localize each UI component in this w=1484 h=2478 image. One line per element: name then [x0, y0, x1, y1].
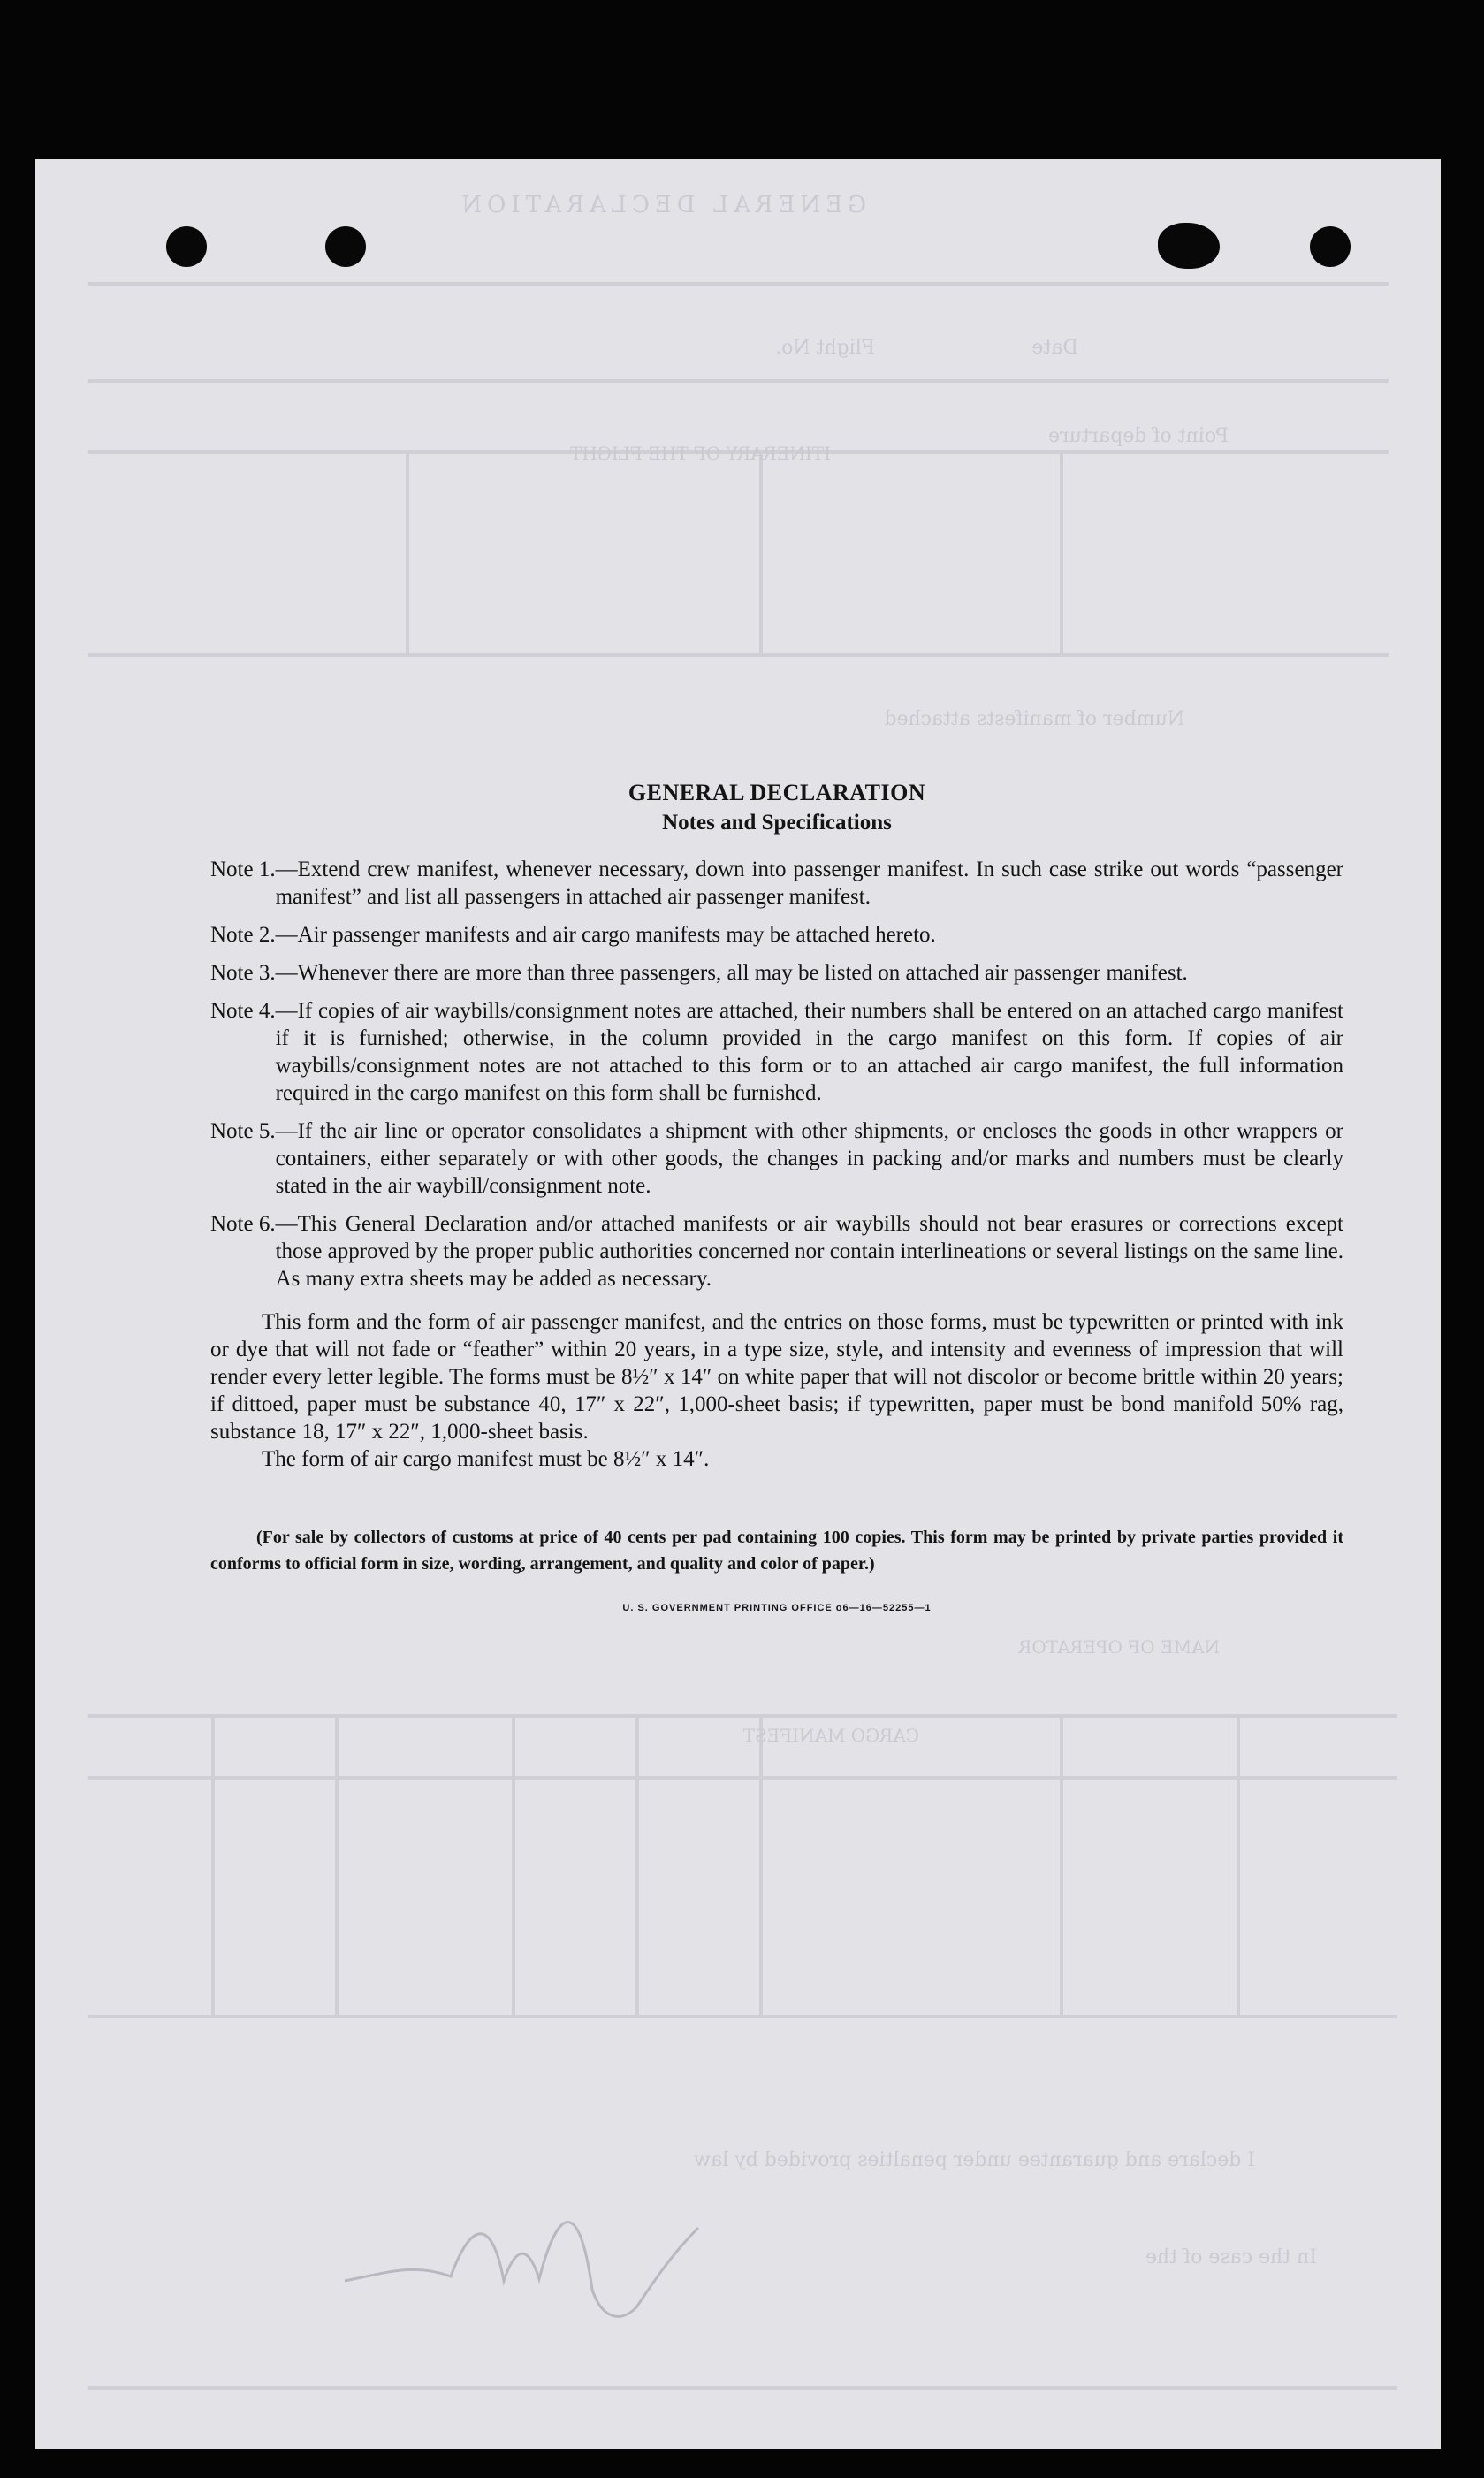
- note-item: [210, 921, 1343, 949]
- note-item: [210, 959, 1343, 987]
- note-label: Note 5.: [210, 1119, 276, 1143]
- note-label: Note 1.: [210, 858, 276, 881]
- note-item: [210, 1117, 1343, 1200]
- note-item: [210, 1210, 1343, 1292]
- printer-line: U. S. GOVERNMENT PRINTING OFFICE o6—16—52255—1: [622, 1603, 932, 1613]
- svg-text:GENERAL DECLARATION: GENERAL DECLARATION: [456, 192, 866, 218]
- note-text: —Whenever there are more than three passengers, all may be listed on attached air passenger manifest.: [275, 961, 1188, 985]
- document-page: [35, 159, 1441, 2449]
- sale-notice: (For sale by collectors of customs at price of 40 cents per pad containing 100 copies. This form may be printed by private parties provided it conforms to official form in size, wording, arrangement, and quality and color of paper.): [210, 1528, 1343, 1574]
- svg-text:NAME OF OPERATOR: NAME OF OPERATOR: [1018, 1636, 1220, 1658]
- signature-scribble: [336, 2175, 707, 2334]
- note-text: —If copies of air waybills/consignment notes are attached, their numbers shall be entered on an attached cargo manifest if it is furnished; otherwise, in the column provided in the cargo manifest on this form. If copies of air waybills/consignment notes are not attached to this form or to an attached air cargo manifest, the full information required in the cargo manifest on this form shall be furnished.: [275, 999, 1343, 1105]
- svg-text:I declare and guarantee under: I declare and guarantee under penalties provided by law: [694, 2149, 1255, 2171]
- note-label: Note 2.: [210, 923, 276, 947]
- note-label: Note 4.: [210, 999, 276, 1023]
- note-text: —This General Declaration and/or attached manifests or air waybills should not bear erasures or corrections except those approved by the proper public authorities concerned nor contain interlineations or several listings on the same line. As many extra sheets may be added as necessary.: [275, 1212, 1343, 1291]
- svg-text:ITINERARY OF THE FLIGHT: ITINERARY OF THE FLIGHT: [570, 443, 831, 464]
- note-label: Note 3.: [210, 961, 276, 985]
- svg-text:Point of departure: Point of departure: [1048, 425, 1229, 447]
- notes-section: [210, 778, 1343, 1622]
- note-text: —Air passenger manifests and air cargo manifests may be attached hereto.: [275, 923, 936, 947]
- cargo-manifest-size-line: The form of air cargo manifest must be 8½″ x 14″.: [262, 1447, 710, 1471]
- document-subtitle: Notes and Specifications: [662, 811, 892, 835]
- note-label: Note 6.: [210, 1212, 276, 1236]
- svg-text:CARGO MANIFEST: CARGO MANIFEST: [742, 1725, 919, 1746]
- svg-text:In the case of the: In the case of the: [1145, 2246, 1317, 2268]
- form-specifications-paragraph: This form and the form of air passenger manifest, and the entries on those forms, must be typewritten or printed with ink or dye that will not fade or “feather” within 20 years, in a type size, style, and intensity and evenness of impression that will render every letter legible. The forms must be 8½″ x 14″ on white paper that will not discolor or become brittle within 20 years; if dittoed, paper must be substance 40, 17″ x 22″, 1,000-sheet basis; if typewritten, paper must be bond manifold 50% rag, substance 18, 17″ x 22″, 1,000-sheet basis.: [210, 1310, 1343, 1444]
- note-item: [210, 856, 1343, 911]
- svg-text:Number of manifests attached: Number of manifests attached: [884, 708, 1184, 730]
- svg-text:Date: Date: [1031, 337, 1078, 359]
- note-text: —Extend crew manifest, whenever necessary, down into passenger manifest. In such case strike out words “passenger manifest” and list all passengers in attached air passenger manifest.: [275, 858, 1343, 909]
- note-text: —If the air line or operator consolidates a shipment with other shipments, or encloses the goods in other wrappers or containers, either separately or with other goods, the changes in packing and/or marks and numbers must be clearly stated in the air waybill/consignment note.: [275, 1119, 1343, 1198]
- svg-text:Flight No.: Flight No.: [775, 337, 875, 359]
- document-title: GENERAL DECLARATION: [628, 780, 926, 805]
- note-item: [210, 997, 1343, 1107]
